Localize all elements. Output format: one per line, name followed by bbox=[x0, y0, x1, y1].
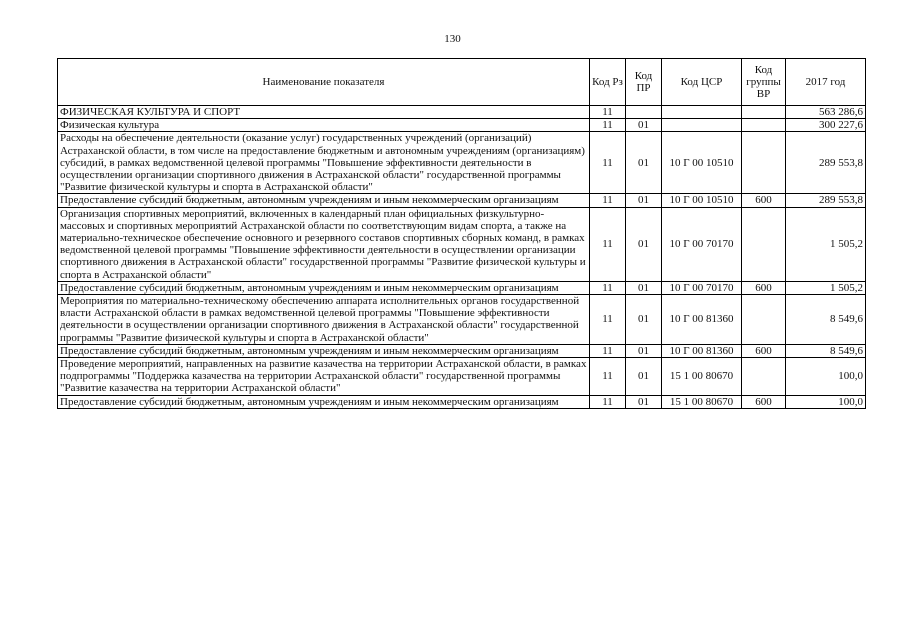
row-amount: 563 286,6 bbox=[786, 106, 866, 119]
row-name: Предоставление субсидий бюджетным, автономным учреждениям и иным некоммерческим организациям bbox=[58, 395, 590, 408]
row-rz: 11 bbox=[590, 281, 626, 294]
row-amount: 1 505,2 bbox=[786, 207, 866, 281]
row-amount: 1 505,2 bbox=[786, 281, 866, 294]
row-name: ФИЗИЧЕСКАЯ КУЛЬТУРА И СПОРТ bbox=[58, 106, 590, 119]
table-row bbox=[58, 207, 866, 281]
row-csr: 10 Г 00 81360 bbox=[662, 344, 742, 357]
header-vr: Код группы ВР bbox=[742, 59, 786, 106]
row-csr: 10 Г 00 10510 bbox=[662, 194, 742, 207]
page-number: 130 bbox=[444, 33, 461, 45]
row-name: Физическая культура bbox=[58, 119, 590, 132]
row-amount: 100,0 bbox=[786, 395, 866, 408]
row-rz: 11 bbox=[590, 106, 626, 119]
table-row bbox=[58, 281, 866, 294]
row-name: Мероприятия по материально-техническому обеспечению аппарата исполнительных органов государственной власти Астраханской области в рамках ведомственной целевой программы "Повышение эффективности деятельности в осуществлении организации спортивного движения в Астраханской области" государственной программы "Развитие физической культуры и спорта в Астраханской области" bbox=[58, 295, 590, 345]
row-vr: 600 bbox=[742, 395, 786, 408]
row-amount: 8 549,6 bbox=[786, 295, 866, 345]
row-vr: 600 bbox=[742, 281, 786, 294]
row-pr: 01 bbox=[626, 281, 662, 294]
row-rz: 11 bbox=[590, 194, 626, 207]
row-name: Предоставление субсидий бюджетным, автономным учреждениям и иным некоммерческим организациям bbox=[58, 281, 590, 294]
row-rz: 11 bbox=[590, 119, 626, 132]
row-pr: 01 bbox=[626, 194, 662, 207]
table-header-row bbox=[58, 59, 866, 106]
table-row bbox=[58, 119, 866, 132]
header-csr: Код ЦСР bbox=[662, 59, 742, 106]
row-vr: 600 bbox=[742, 344, 786, 357]
row-name: Предоставление субсидий бюджетным, автономным учреждениям и иным некоммерческим организациям bbox=[58, 344, 590, 357]
row-vr bbox=[742, 295, 786, 345]
table-row bbox=[58, 132, 866, 194]
row-csr bbox=[662, 119, 742, 132]
row-rz: 11 bbox=[590, 395, 626, 408]
row-pr: 01 bbox=[626, 119, 662, 132]
row-vr bbox=[742, 119, 786, 132]
row-name: Расходы на обеспечение деятельности (оказание услуг) государственных учреждений (организаций) Астраханской области, в том числе на предоставление бюджетным и автономным учреждениям (организациям) субсидий, в рамках ведомственной целевой программы "Повышение эффективности деятельности в осуществлении организации спортивного движения в Астраханской области" государственной программы "Развитие физической культуры и спорта в Астраханской области" bbox=[58, 132, 590, 194]
row-rz: 11 bbox=[590, 295, 626, 345]
row-csr bbox=[662, 106, 742, 119]
table-row bbox=[58, 358, 866, 396]
row-amount: 100,0 bbox=[786, 358, 866, 396]
row-vr: 600 bbox=[742, 194, 786, 207]
row-csr: 10 Г 00 70170 bbox=[662, 207, 742, 281]
table-row bbox=[58, 344, 866, 357]
row-vr bbox=[742, 132, 786, 194]
row-csr: 10 Г 00 10510 bbox=[662, 132, 742, 194]
row-amount: 300 227,6 bbox=[786, 119, 866, 132]
row-vr bbox=[742, 358, 786, 396]
row-pr: 01 bbox=[626, 344, 662, 357]
table-row bbox=[58, 194, 866, 207]
row-pr: 01 bbox=[626, 358, 662, 396]
table-row bbox=[58, 395, 866, 408]
row-pr: 01 bbox=[626, 395, 662, 408]
header-pr: Код ПР bbox=[626, 59, 662, 106]
table-row bbox=[58, 106, 866, 119]
row-csr: 15 1 00 80670 bbox=[662, 395, 742, 408]
budget-table bbox=[57, 58, 866, 409]
row-rz: 11 bbox=[590, 132, 626, 194]
row-csr: 15 1 00 80670 bbox=[662, 358, 742, 396]
row-csr: 10 Г 00 81360 bbox=[662, 295, 742, 345]
header-year: 2017 год bbox=[786, 59, 866, 106]
row-pr: 01 bbox=[626, 132, 662, 194]
header-name: Наименование показателя bbox=[58, 59, 590, 106]
table-row bbox=[58, 295, 866, 345]
row-rz: 11 bbox=[590, 344, 626, 357]
row-rz: 11 bbox=[590, 207, 626, 281]
row-rz: 11 bbox=[590, 358, 626, 396]
row-amount: 289 553,8 bbox=[786, 132, 866, 194]
row-pr bbox=[626, 106, 662, 119]
row-name: Предоставление субсидий бюджетным, автономным учреждениям и иным некоммерческим организациям bbox=[58, 194, 590, 207]
row-vr bbox=[742, 207, 786, 281]
row-pr: 01 bbox=[626, 207, 662, 281]
row-amount: 289 553,8 bbox=[786, 194, 866, 207]
row-pr: 01 bbox=[626, 295, 662, 345]
header-rz: Код Рз bbox=[590, 59, 626, 106]
row-vr bbox=[742, 106, 786, 119]
row-name: Организация спортивных мероприятий, включенных в календарный план официальных физкультурно-массовых и спортивных мероприятий Астраханской области по соответствующим видам спорта, а также на материально-техническое обеспечение основного и резервного составов спортивных сборных команд, в рамках ведомственной целевой программы "Повышение эффективности деятельности в осуществлении организации спортивного движения в Астраханской области" государственной программы "Развитие физической культуры и спорта в Астраханской области" bbox=[58, 207, 590, 281]
row-amount: 8 549,6 bbox=[786, 344, 866, 357]
row-csr: 10 Г 00 70170 bbox=[662, 281, 742, 294]
row-name: Проведение мероприятий, направленных на развитие казачества на территории Астраханской области, в рамках подпрограммы "Поддержка казачества на территории Астраханской области" государственной программы "Развитие казачества на территории Астраханской области" bbox=[58, 358, 590, 396]
